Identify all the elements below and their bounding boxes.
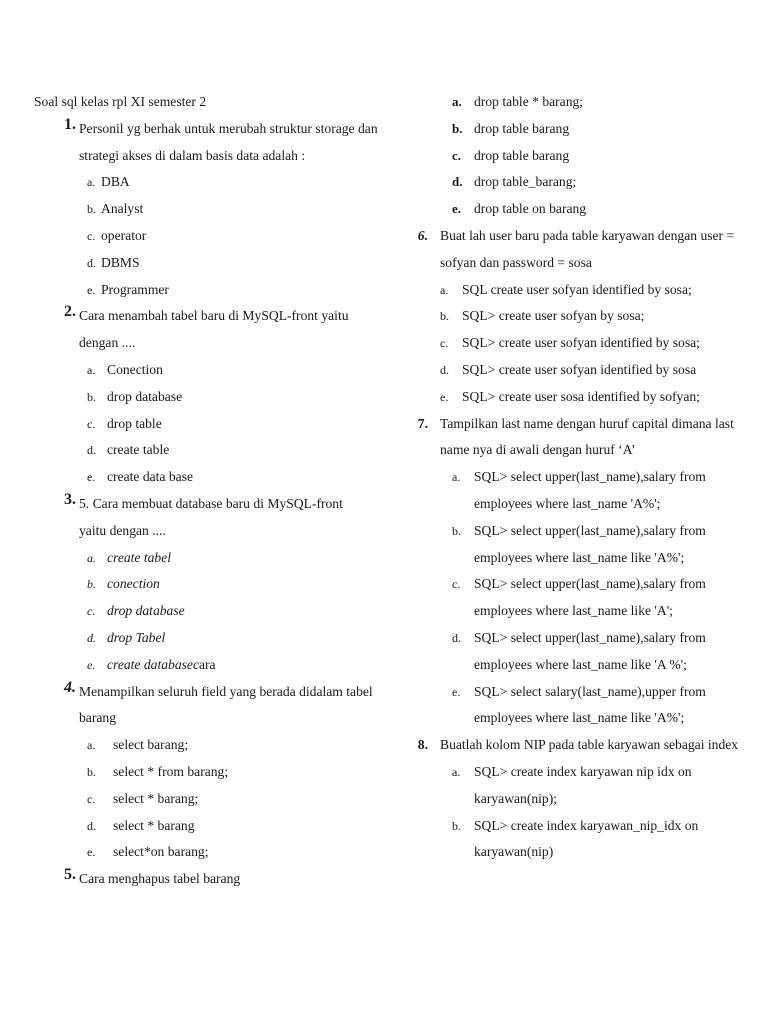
question-text: Buatlah kolom NIP pada table karyawan sebagai index xyxy=(440,737,739,753)
question-text: Cara menghapus tabel barang xyxy=(79,871,241,887)
option-c[interactable]: c. drop table barang xyxy=(452,147,570,163)
option-a[interactable]: a. Conection xyxy=(87,361,163,377)
question-text: 5. Cara membuat database baru di MySQL-front yaitu dengan .... xyxy=(79,495,343,538)
option-e[interactable]: e. select*on barang; xyxy=(87,844,209,860)
option-a[interactable]: a. SQL> create index karyawan nip idx on karyawan(nip); xyxy=(452,763,692,806)
option-c[interactable]: c. operator xyxy=(87,227,147,243)
option-e[interactable]: e. create databasecara xyxy=(87,656,216,672)
option-a[interactable]: a. select barang; xyxy=(87,737,189,753)
option-d[interactable]: d. drop Tabel xyxy=(87,629,166,645)
question-2 xyxy=(34,303,384,491)
option-a[interactable]: a. create tabel xyxy=(87,549,172,565)
option-c[interactable]: c. SQL> select upper(last_name),salary from employees where last_name like 'A'; xyxy=(452,576,706,619)
question-number: 8. xyxy=(417,737,428,753)
option-b[interactable]: b. Analyst xyxy=(87,201,144,217)
question-text: Buat lah user baru pada table karyawan dengan user = sofyan dan password = sosa xyxy=(440,227,735,270)
option-d[interactable]: d. SQL> create user sofyan identified by sosa xyxy=(440,361,697,377)
question-number: 3. xyxy=(64,490,76,508)
question-text: Tampilkan last name dengan huruf capital dimana last name nya di awali dengan huruf ‘A’ xyxy=(440,415,734,458)
option-text-plain: ara xyxy=(198,656,216,672)
option-e[interactable]: e. SQL> select salary(last_name),upper from employees where last_name like 'A%'; xyxy=(452,683,706,726)
question-text: Cara menambah tabel baru di MySQL-front yaitu dengan .... xyxy=(79,308,349,351)
option-d[interactable]: d. create table xyxy=(87,442,170,458)
option-c[interactable]: c. drop table xyxy=(87,415,162,431)
right-column xyxy=(412,89,742,866)
option-e[interactable]: e. SQL> create user sosa identified by sofyan; xyxy=(440,388,700,404)
question-number: 5. xyxy=(64,866,76,884)
question-5 xyxy=(34,866,384,893)
option-b[interactable]: b. drop database xyxy=(87,388,183,404)
option-a[interactable]: a. drop table * barang; xyxy=(452,94,584,109)
option-b[interactable]: b. SQL> create user sofyan by sosa; xyxy=(440,308,645,324)
option-e[interactable]: e. Programmer xyxy=(87,281,169,297)
question-number: 4. xyxy=(64,678,76,696)
question-text: Personil yg berhak untuk merubah struktur storage dan strategi akses di dalam basis data adalah : xyxy=(79,120,378,163)
option-e[interactable]: e. drop table on barang xyxy=(452,201,587,217)
option-c[interactable]: c. select * barang; xyxy=(87,790,199,806)
option-e[interactable]: e. create data base xyxy=(87,469,194,485)
option-d[interactable]: d. SQL> select upper(last_name),salary from employees where last_name like 'A %'; xyxy=(452,629,706,672)
option-b[interactable]: b. drop table barang xyxy=(452,120,570,136)
question-8 xyxy=(412,732,742,759)
option-text-italic: create databasec xyxy=(107,656,199,672)
option-c[interactable]: c. drop database xyxy=(87,603,185,619)
question-text: Menampilkan seluruh field yang berada didalam tabel barang xyxy=(79,683,373,726)
question-3 xyxy=(34,491,384,679)
option-d[interactable]: d. select * barang xyxy=(87,817,195,833)
question-number: 2. xyxy=(64,303,76,321)
question-7 xyxy=(412,411,742,465)
option-a[interactable]: a. DBA xyxy=(87,174,130,190)
option-a[interactable]: a. SQL create user sofyan identified by sosa; xyxy=(440,281,692,297)
question-6 xyxy=(412,223,742,277)
option-b[interactable]: b. conection xyxy=(87,576,160,592)
question-number: 6. xyxy=(417,227,428,243)
question-4 xyxy=(34,679,384,867)
option-a[interactable]: a. SQL> select upper(last_name),salary from employees where last_name 'A%'; xyxy=(452,469,706,511)
option-c[interactable]: c. SQL> create user sofyan identified by sosa; xyxy=(440,335,700,351)
option-b[interactable]: b. SQL> select upper(last_name),salary from employees where last_name like 'A%'; xyxy=(452,522,706,565)
question-number: 1. xyxy=(64,115,76,133)
option-d[interactable]: d. DBMS xyxy=(87,254,140,270)
left-column xyxy=(34,89,384,893)
option-b[interactable]: b. SQL> create index karyawan_nip_idx on karyawan(nip) xyxy=(452,817,699,860)
question-number: 7. xyxy=(417,415,428,431)
question-5-options xyxy=(412,89,742,223)
option-d[interactable]: d. drop table_barang; xyxy=(452,174,577,190)
question-1 xyxy=(34,116,384,304)
document-title: Soal sql kelas rpl XI semester 2 xyxy=(34,94,207,109)
option-b[interactable]: b. select * from barang; xyxy=(87,763,229,779)
